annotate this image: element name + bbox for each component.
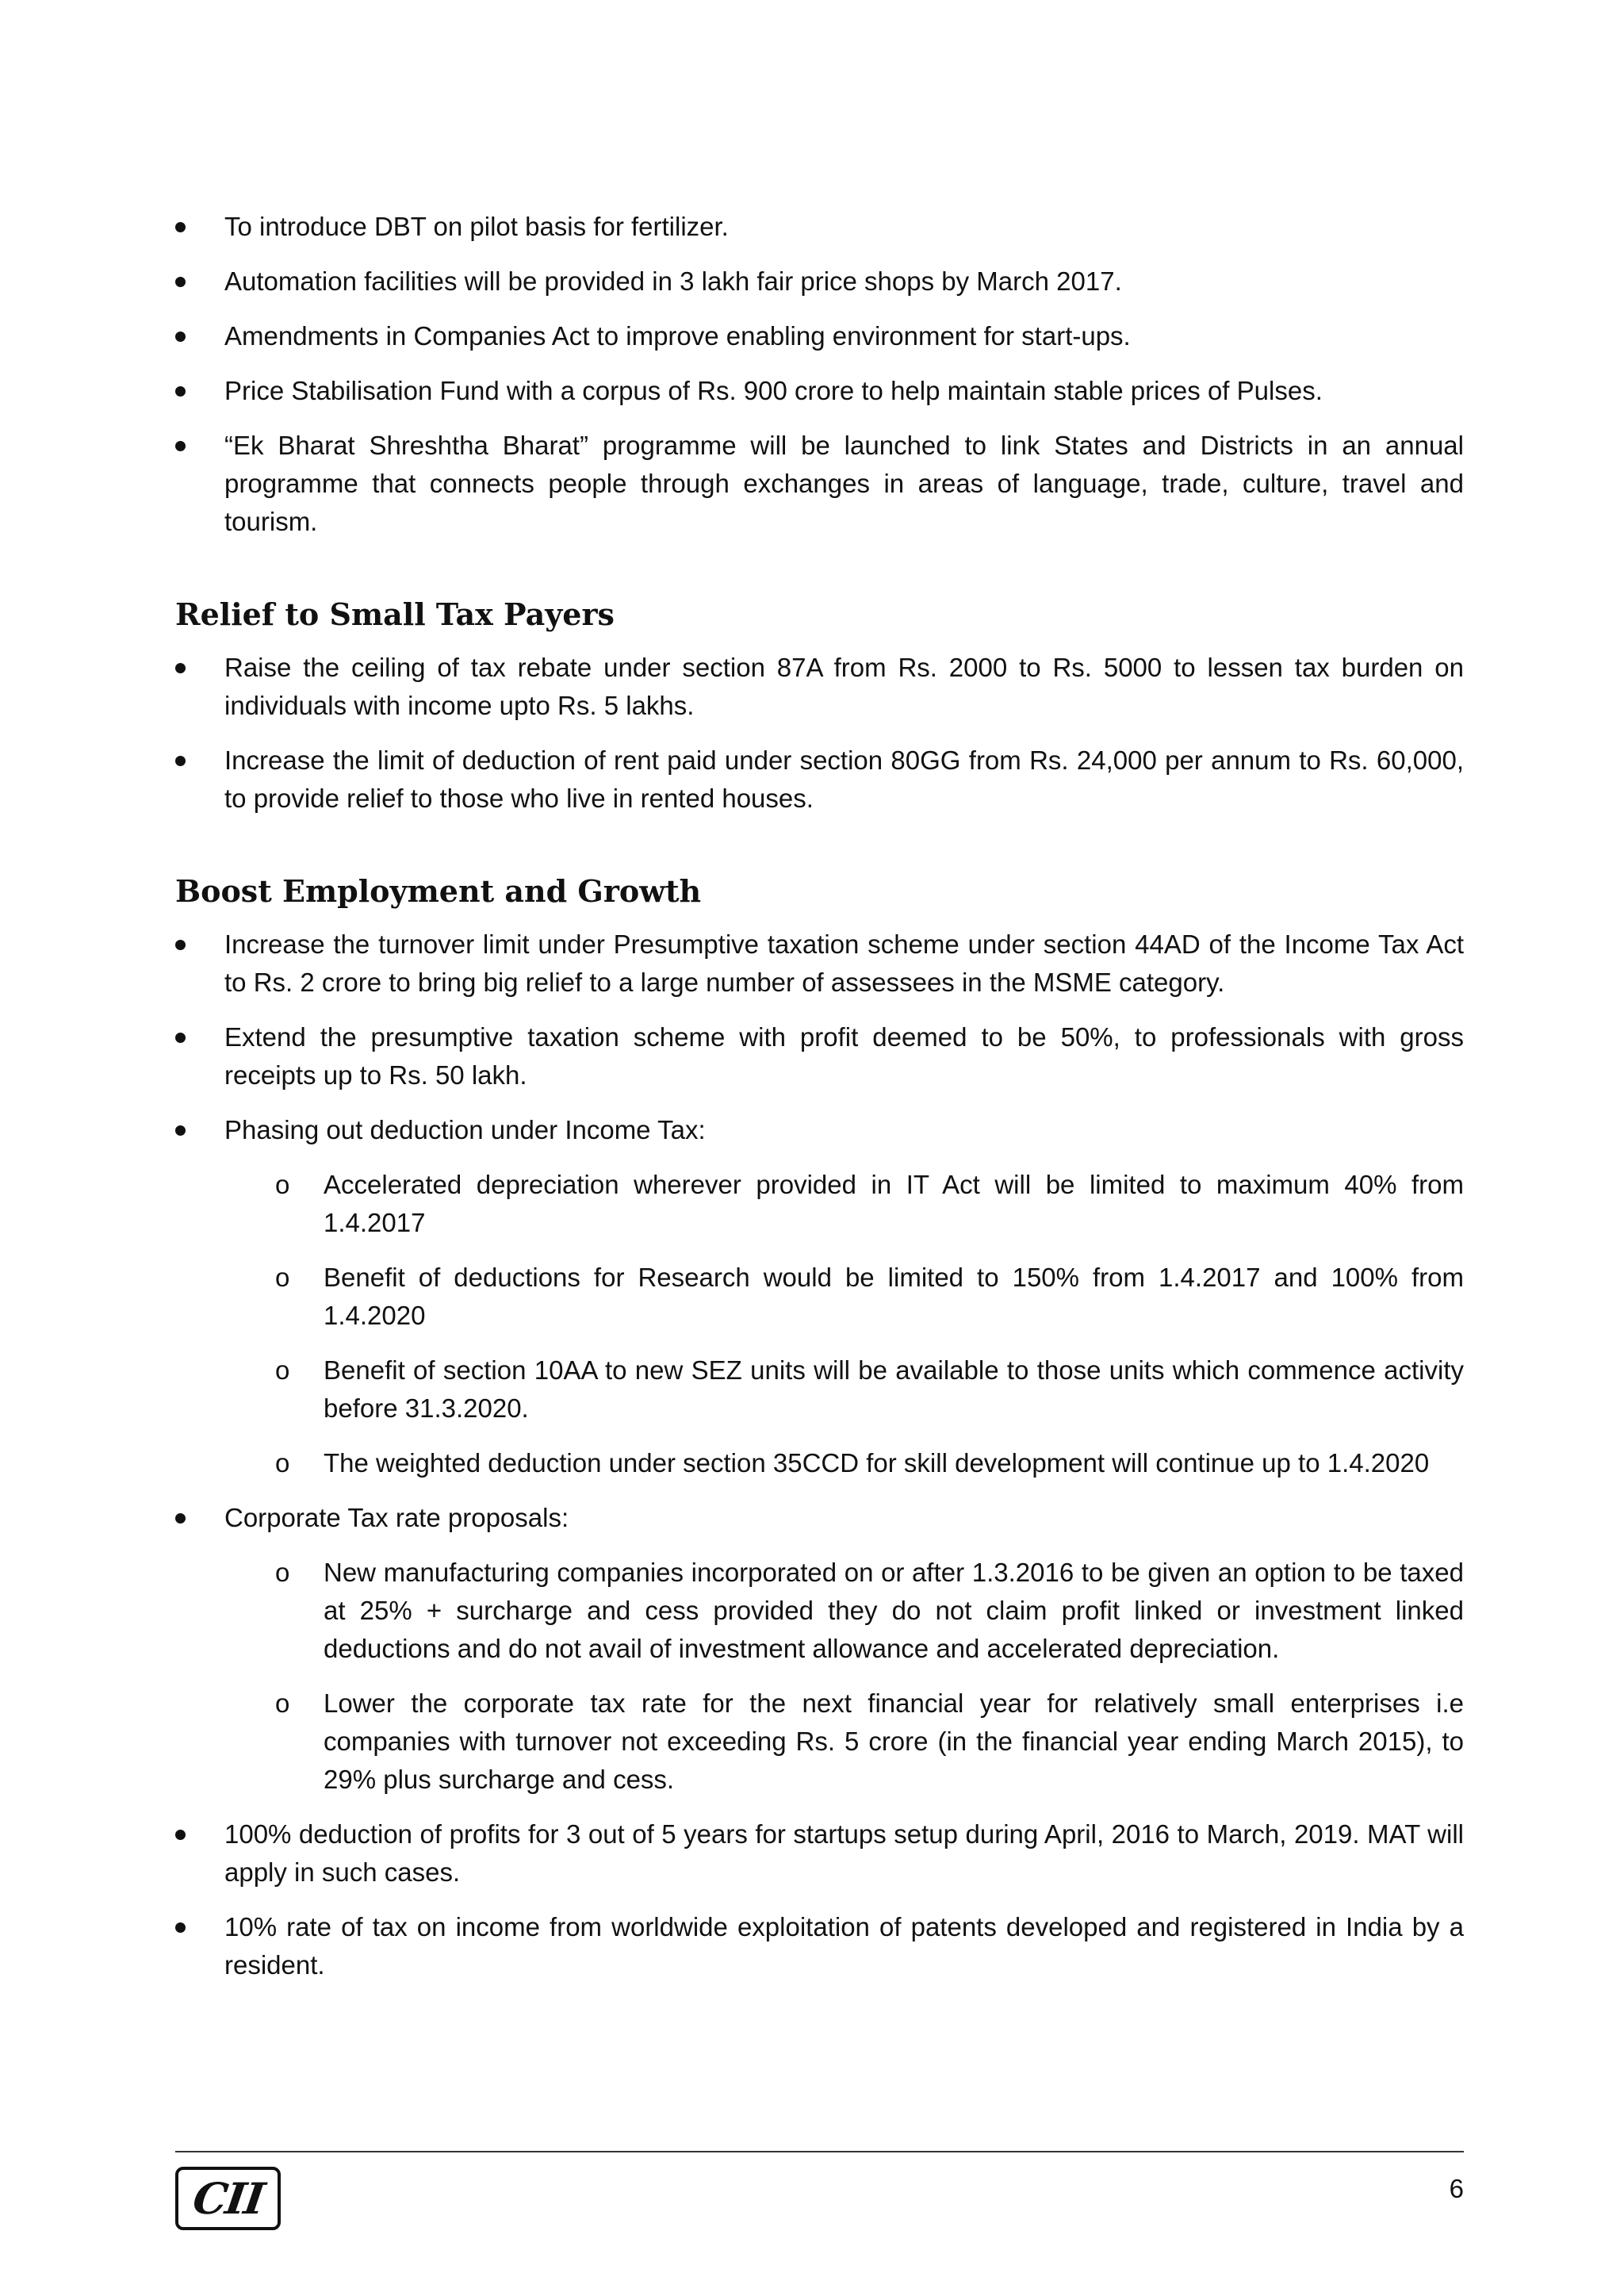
sub-list-item <box>224 1351 1464 1428</box>
intro-bullet-list <box>175 208 1464 541</box>
list-item <box>175 1018 1464 1094</box>
hollow-bullet-icon: o <box>275 1448 290 1478</box>
list-item-text: Increase the turnover limit under Presumptive taxation scheme under section 44AD of the Income Tax Act to Rs. 2 crore to bring big relief to a large number of assessees in the MSME category. <box>224 930 1464 997</box>
bullet-icon <box>175 332 186 342</box>
bullet-icon <box>175 1125 186 1136</box>
list-item <box>175 208 1464 246</box>
list-item <box>175 926 1464 1002</box>
section-heading-boost: Boost Employment and Growth <box>175 873 702 909</box>
list-item-text: Extend the presumptive taxation scheme with profit deemed to be 50%, to professionals with gross receipts up to Rs. 50 lakh. <box>224 1022 1464 1090</box>
list-item-text: Raise the ceiling of tax rebate under section 87A from Rs. 2000 to Rs. 5000 to lessen tax burden on individuals with income upto Rs. 5 lakhs. <box>224 653 1464 720</box>
sub-list-item-text: Benefit of section 10AA to new SEZ units will be available to those units which commence activity before 31.3.2020. <box>324 1355 1464 1423</box>
cii-logo <box>175 2167 281 2230</box>
logo-text: CII <box>190 2173 266 2224</box>
bullet-icon <box>175 277 186 287</box>
list-item-text: 100% deduction of profits for 3 out of 5 years for startups setup during April, 2016 to March, 2019. MAT will apply in such cases. <box>224 1819 1464 1887</box>
list-item-text: Phasing out deduction under Income Tax: <box>224 1115 706 1144</box>
relief-bullet-list <box>175 649 1464 818</box>
page-number: 6 <box>1449 2174 1464 2203</box>
sub-list-item <box>224 1444 1464 1482</box>
list-item-text: 10% rate of tax on income from worldwide exploitation of patents developed and registered in India by a resident. <box>224 1912 1464 1980</box>
list-item-text: To introduce DBT on pilot basis for fertilizer. <box>224 212 729 241</box>
section-heading-relief: Relief to Small Tax Payers <box>175 596 615 632</box>
bullet-icon <box>175 756 186 766</box>
sub-list-item-text: New manufacturing companies incorporated on or after 1.3.2016 to be given an option to be taxed at 25% + surcharge and cess provided they do not claim profit linked or investment linked deductions and do not avail of investment allowance and accelerated depreciation. <box>324 1558 1464 1663</box>
sub-list-item-text: Accelerated depreciation wherever provided in IT Act will be limited to maximum 40% from 1.4.2017 <box>324 1170 1464 1237</box>
bullet-icon <box>175 1033 186 1043</box>
hollow-bullet-icon: o <box>275 1355 290 1385</box>
bullet-icon <box>175 386 186 397</box>
page-content <box>175 208 1464 2001</box>
sub-list-item <box>224 1554 1464 1668</box>
boost-bullet-list <box>175 926 1464 1984</box>
phasing-sub-list <box>224 1166 1464 1482</box>
list-item <box>175 372 1464 410</box>
list-item <box>175 1908 1464 1984</box>
list-item <box>175 742 1464 818</box>
sub-list-item-text: The weighted deduction under section 35CCD for skill development will continue up to 1.4.2020 <box>324 1448 1430 1478</box>
sub-list-item <box>224 1259 1464 1335</box>
list-item-text: “Ek Bharat Shreshtha Bharat” programme will be launched to link States and Districts in an annual programme that connects people through exchanges in areas of language, trade, culture, travel and tourism. <box>224 431 1464 536</box>
list-item <box>175 649 1464 725</box>
bullet-icon <box>175 441 186 451</box>
list-item <box>175 427 1464 541</box>
sub-list-item-text: Benefit of deductions for Research would be limited to 150% from 1.4.2017 and 100% from 1.4.2020 <box>324 1263 1464 1330</box>
bullet-icon <box>175 663 186 673</box>
list-item <box>175 263 1464 301</box>
list-item-text: Price Stabilisation Fund with a corpus of Rs. 900 crore to help maintain stable prices of Pulses. <box>224 376 1323 405</box>
list-item-text: Increase the limit of deduction of rent paid under section 80GG from Rs. 24,000 per annum to Rs. 60,000, to provide relief to those who live in rented houses. <box>224 746 1464 813</box>
sub-list-item <box>224 1685 1464 1799</box>
list-item <box>175 317 1464 355</box>
hollow-bullet-icon: o <box>275 1170 290 1199</box>
list-item-phasing <box>175 1111 1464 1482</box>
hollow-bullet-icon: o <box>275 1688 290 1718</box>
list-item-text: Automation facilities will be provided in 3 lakh fair price shops by March 2017. <box>224 266 1122 296</box>
bullet-icon <box>175 1830 186 1840</box>
footer-divider <box>175 2151 1464 2152</box>
sub-list-item <box>224 1166 1464 1242</box>
bullet-icon <box>175 1922 186 1933</box>
list-item <box>175 1815 1464 1892</box>
hollow-bullet-icon: o <box>275 1263 290 1292</box>
list-item-corporate <box>175 1499 1464 1799</box>
hollow-bullet-icon: o <box>275 1558 290 1587</box>
bullet-icon <box>175 940 186 950</box>
bullet-icon <box>175 1513 186 1524</box>
corporate-sub-list <box>224 1554 1464 1799</box>
sub-list-item-text: Lower the corporate tax rate for the next financial year for relatively small enterprises i.e companies with turnover not exceeding Rs. 5 crore (in the financial year ending March 2015), to 29% plus surcharge and cess. <box>324 1688 1464 1794</box>
bullet-icon <box>175 222 186 232</box>
list-item-text: Amendments in Companies Act to improve enabling environment for start-ups. <box>224 321 1131 351</box>
list-item-text: Corporate Tax rate proposals: <box>224 1503 569 1532</box>
